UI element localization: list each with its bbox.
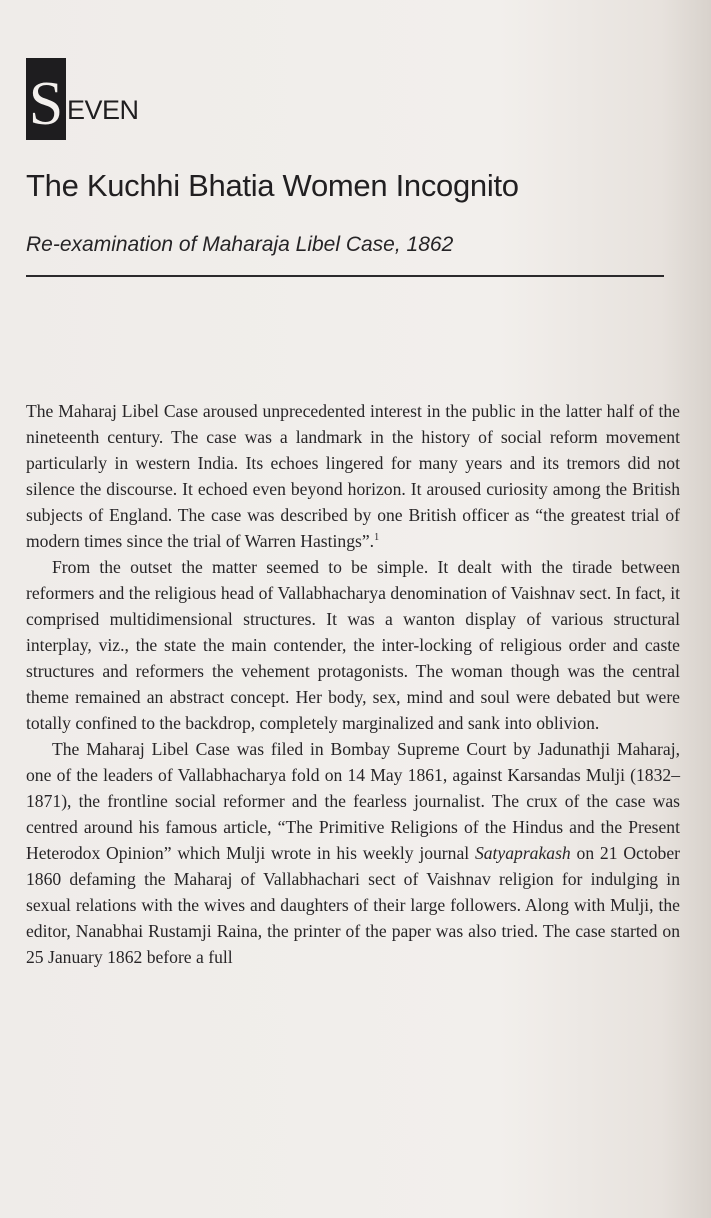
body-text [26,398,680,970]
chapter-drop-letter: S [26,58,66,140]
title-rule [26,275,664,277]
journal-name: Satyaprakash [474,843,571,863]
paragraph-1-text: The Maharaj Libel Case aroused unprecedented interest in the public in the latter half of the nineteenth century. The case was a landmark in the history of social reform movement particularly in western India. Its echoes lingered for many years and its tremors did not silence the discourse. It echoed even beyond horizon. It aroused curiosity among the British subjects of England. The case was described by one British officer as “the greatest trial of modern times since the trial of Warren Hastings”. [26,401,680,551]
chapter-title: The Kuchhi Bhatia Women Incognito [26,168,519,203]
chapter-heading [26,58,139,140]
paragraph-3-text-a: The Maharaj Libel Case was filed in Bombay Supreme Court by Jadunathji Maharaj, one of the leaders of Vallabhacharya fold on 14 May 1861, against Karsandas Mulji (1832–1871), the frontline social reformer and the fearless journalist. The crux of the case was centred around his famous article, “The Primitive Religions of the Hindus and the Present Heterodox Opinion” which Mulji wrote in his weekly journal [26,739,680,863]
paragraph-3 [26,736,680,970]
chapter-word: EVEN [67,95,139,125]
chapter-subtitle: Re-examination of Maharaja Libel Case, 1862 [26,233,454,256]
footnote-marker: 1 [374,532,380,544]
paragraph-2: From the outset the matter seemed to be simple. It dealt with the tirade between reformers and the religious head of Vallabhacharya denomination of Vaishnav sect. In fact, it comprised multidimensional structures. It was a wanton display of various structural interplay, viz., the state the main contender, the inter-locking of religious order and caste structures and reformers the vehement protagonists. The woman though was the central theme remained an abstract concept. Her body, sex, mind and soul were debated but were totally confined to the backdrop, completely marginalized and sank into oblivion. [26,557,680,733]
paragraph-1 [26,398,680,554]
paragraph-3-text-b: on 21 October 1860 defaming the Maharaj of Vallabhachari sect of Vaishnav religion for indulging in sexual relations with the wives and daughters of their large followers. Along with Mulji, the editor, Nanabhai Rustamji Raina, the printer of the paper was also tried. The case started on 25 January 1862 before a full [26,843,680,967]
